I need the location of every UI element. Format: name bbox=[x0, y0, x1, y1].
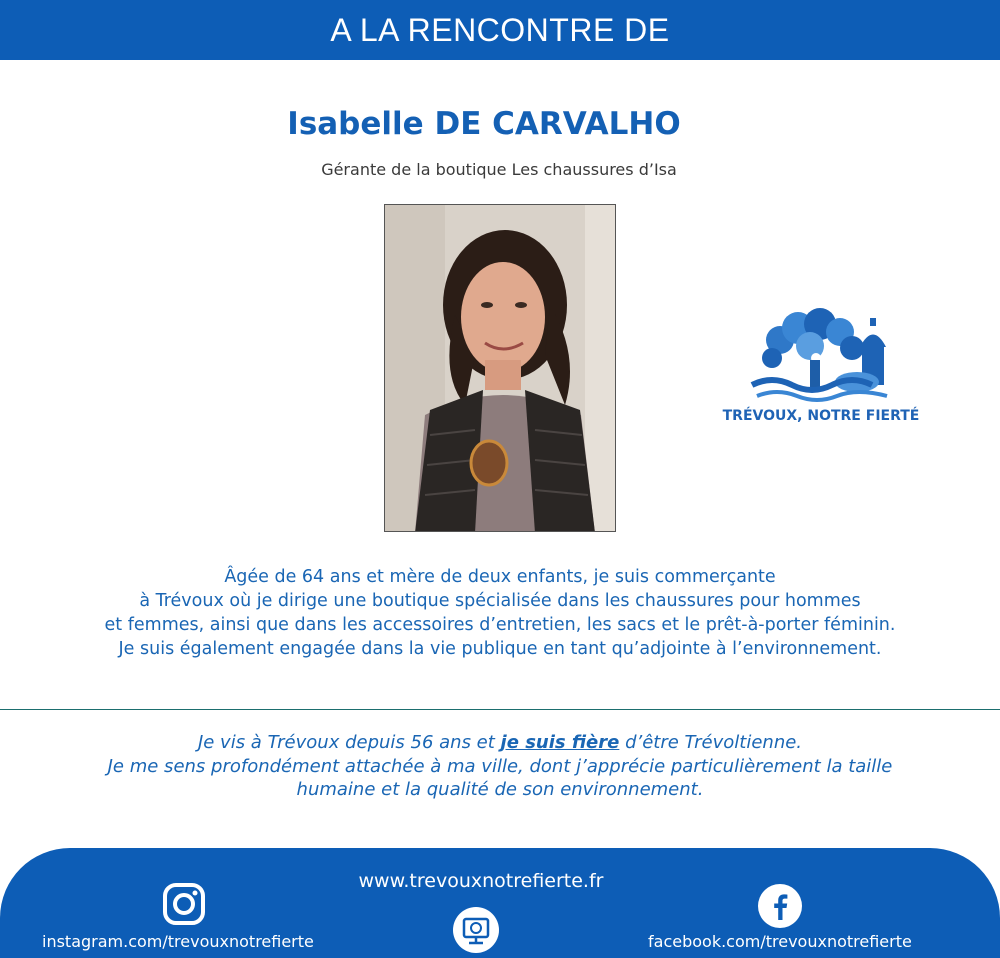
website-icon[interactable] bbox=[452, 906, 500, 954]
portrait-photo bbox=[384, 204, 616, 532]
biography bbox=[0, 565, 1000, 661]
trevoux-logo bbox=[712, 300, 930, 450]
person-name: Isabelle DE CARVALHO bbox=[287, 106, 681, 142]
portrait-illustration bbox=[385, 205, 616, 532]
facebook-icon[interactable] bbox=[757, 883, 803, 929]
footer bbox=[0, 848, 1000, 958]
quote-line-1 bbox=[0, 731, 1000, 755]
facebook-link[interactable]: facebook.com/trevouxnotrefierte bbox=[648, 932, 912, 951]
logo-caption: TRÉVOUX, NOTRE FIERTÉ bbox=[722, 408, 920, 424]
bio-line: et femmes, ainsi que dans les accessoires d’entretien, les sacs et le prêt-à-porter féminin. bbox=[104, 615, 896, 635]
website-link[interactable]: www.trevouxnotrefierte.fr bbox=[358, 870, 604, 892]
bio-line: Je suis également engagée dans la vie publique en tant qu’adjointe à l’environnement. bbox=[118, 639, 882, 659]
instagram-icon[interactable] bbox=[162, 882, 206, 926]
quote-text: d’être Trévoltienne. bbox=[619, 732, 803, 753]
bio-line: à Trévoux où je dirige une boutique spécialisée dans les chaussures pour hommes bbox=[139, 591, 861, 611]
person-role: Gérante de la boutique Les chaussures d’Isa bbox=[321, 160, 677, 179]
quote-emphasis: je suis fière bbox=[500, 732, 620, 753]
tree-castle-icon bbox=[712, 300, 930, 405]
quote-text: Je vis à Trévoux depuis 56 ans et bbox=[197, 732, 501, 753]
bio-line: Âgée de 64 ans et mère de deux enfants, je suis commerçante bbox=[224, 567, 776, 587]
quote bbox=[0, 731, 1000, 802]
top-banner bbox=[0, 0, 1000, 60]
quote-line-2: Je me sens profondément attachée à ma ville, dont j’apprécie particulièrement la taille bbox=[107, 755, 893, 777]
quote-line-3: humaine et la qualité de son environnement. bbox=[296, 779, 704, 800]
banner-title: A LA RENCONTRE DE bbox=[330, 11, 670, 48]
instagram-link[interactable]: instagram.com/trevouxnotrefierte bbox=[42, 932, 314, 951]
section-divider bbox=[0, 709, 1000, 710]
